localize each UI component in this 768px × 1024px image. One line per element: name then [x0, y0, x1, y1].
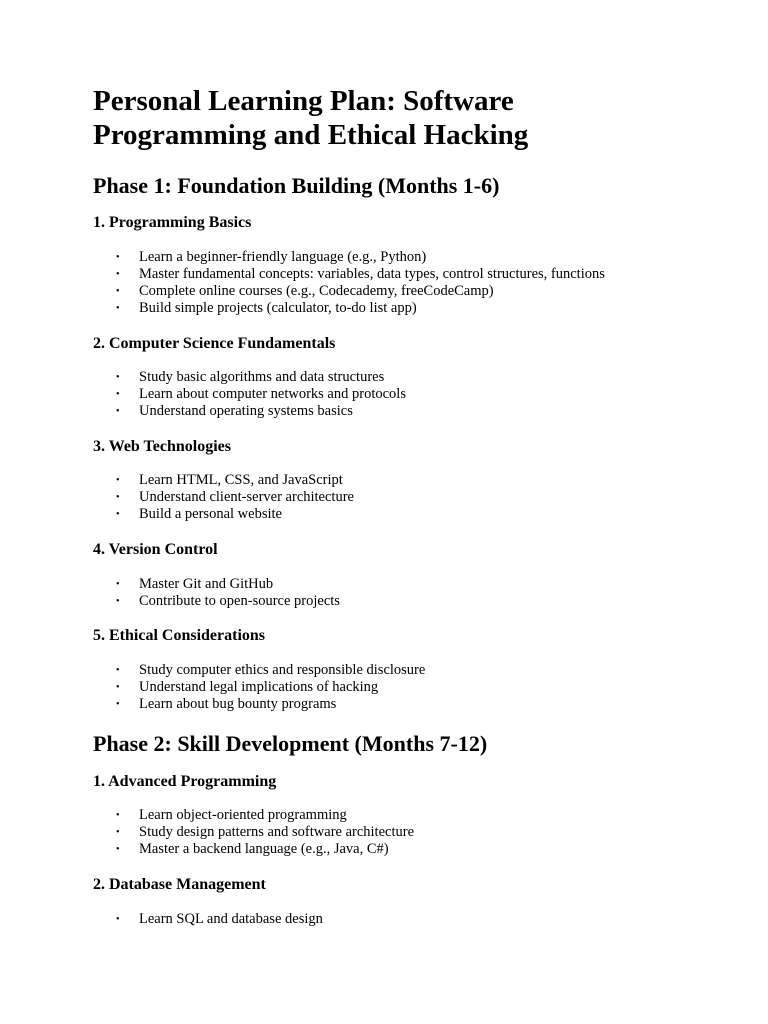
bullet-icon: • — [116, 303, 120, 314]
section-heading: 3. Web Technologies — [93, 438, 231, 455]
bullet-icon: • — [116, 665, 120, 676]
list-item-text: Learn object-oriented programming — [139, 807, 347, 823]
list-item-text: Learn SQL and database design — [139, 911, 323, 927]
phase-heading: Phase 1: Foundation Building (Months 1-6) — [93, 173, 500, 198]
section-heading: 1. Programming Basics — [93, 214, 252, 231]
bullet-icon: • — [116, 286, 120, 297]
bullet-icon: • — [116, 389, 120, 400]
list-item-text: Study computer ethics and responsible disclosure — [139, 662, 426, 678]
bullet-icon: • — [116, 406, 120, 417]
bullet-icon: • — [116, 844, 120, 855]
section-heading: 1. Advanced Programming — [93, 773, 277, 790]
bullet-icon: • — [116, 492, 120, 503]
list-item-text: Learn HTML, CSS, and JavaScript — [139, 472, 343, 488]
bullet-icon: • — [116, 810, 120, 821]
bullet-icon: • — [116, 372, 120, 383]
bullet-icon: • — [116, 475, 120, 486]
list-item-text: Master fundamental concepts: variables, data types, control structures, functions — [139, 266, 605, 282]
bullet-icon: • — [116, 682, 120, 693]
section-heading: 4. Version Control — [93, 541, 218, 558]
list-item-text: Learn about computer networks and protocols — [139, 386, 406, 402]
bullet-icon: • — [116, 827, 120, 838]
list-item-text: Study design patterns and software architecture — [139, 824, 415, 840]
list-item-text: Understand legal implications of hacking — [139, 679, 379, 695]
section-heading: 5. Ethical Considerations — [93, 627, 266, 644]
bullet-icon: • — [116, 699, 120, 710]
list-item-text: Complete online courses (e.g., Codecademy, freeCodeCamp) — [139, 283, 494, 299]
list-item-text: Learn about bug bounty programs — [139, 696, 337, 712]
bullet-icon: • — [116, 579, 120, 590]
list-item-text: Study basic algorithms and data structures — [139, 369, 385, 385]
list-item-text: Master Git and GitHub — [139, 576, 274, 592]
list-item-text: Build a personal website — [139, 506, 282, 522]
bullet-icon: • — [116, 509, 120, 520]
bullet-icon: • — [116, 914, 120, 925]
list-item-text: Understand operating systems basics — [139, 403, 353, 419]
bullet-icon: • — [116, 596, 120, 607]
list-item-text: Understand client-server architecture — [139, 489, 354, 505]
list-item-text: Learn a beginner-friendly language (e.g., Python) — [139, 249, 427, 265]
list-item-text: Build simple projects (calculator, to-do list app) — [139, 300, 417, 316]
bullet-icon: • — [116, 269, 120, 280]
section-heading: 2. Computer Science Fundamentals — [93, 335, 336, 352]
phase-heading: Phase 2: Skill Development (Months 7-12) — [93, 731, 488, 756]
section-heading: 2. Database Management — [93, 876, 266, 893]
list-item-text: Contribute to open-source projects — [139, 593, 340, 609]
list-item-text: Master a backend language (e.g., Java, C#) — [139, 841, 389, 857]
bullet-icon: • — [116, 252, 120, 263]
document-title: Personal Learning Plan: Software Programming and Ethical Hacking — [93, 85, 529, 151]
